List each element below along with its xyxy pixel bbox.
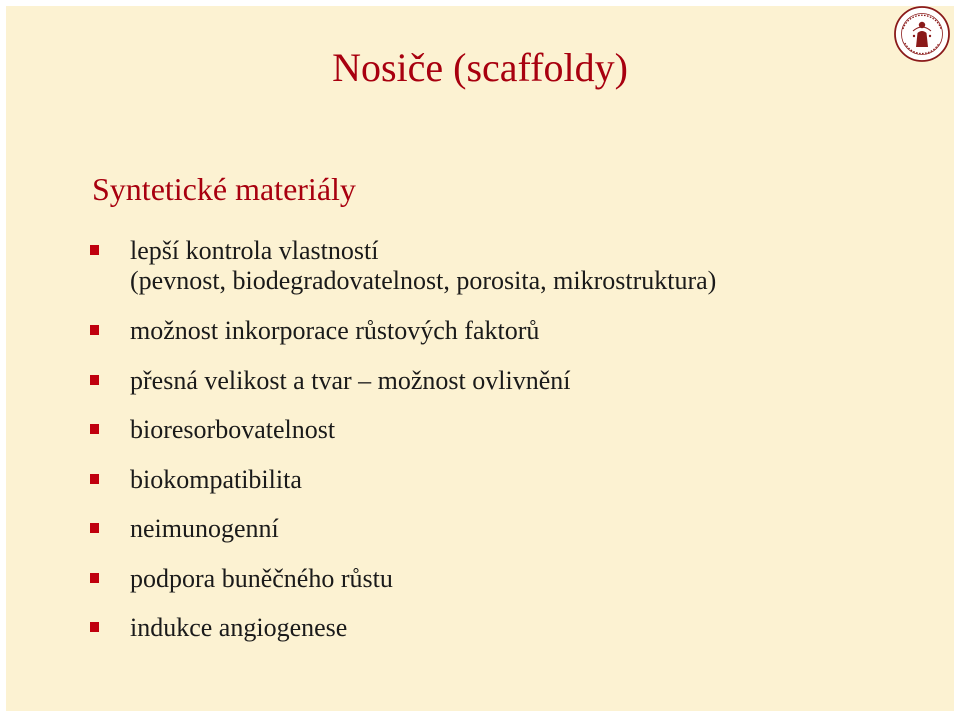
list-item-text (130, 236, 716, 296)
square-bullet-icon (90, 523, 99, 533)
list-item-text: možnost inkorporace růstových faktorů (130, 316, 540, 345)
slide-subtitle: Syntetické materiály (92, 171, 356, 207)
square-bullet-icon (90, 622, 99, 632)
square-bullet-icon (90, 424, 99, 434)
list-item-text: indukce angiogenese (130, 613, 348, 642)
square-bullet-icon (90, 245, 99, 255)
university-seal-icon (893, 5, 951, 63)
list-item-line: (pevnost, biodegradovatelnost, porosita, mikrostruktura) (130, 266, 717, 295)
bullet-list (6, 6, 954, 711)
square-bullet-icon (90, 573, 99, 583)
list-item-text: přesná velikost a tvar – možnost ovlivnění (130, 366, 571, 395)
square-bullet-icon (90, 375, 99, 385)
list-item-text: biokompatibilita (130, 465, 302, 494)
slide-title: Nosiče (scaffoldy) (332, 45, 628, 90)
list-item-text: neimunogenní (130, 514, 279, 543)
list-item-text: podpora buněčného růstu (130, 564, 393, 593)
list-item-line: lepší kontrola vlastností (130, 236, 379, 265)
list-item-text: bioresorbovatelnost (130, 415, 336, 444)
square-bullet-icon (90, 325, 99, 335)
square-bullet-icon (90, 474, 99, 484)
slide (6, 6, 954, 711)
